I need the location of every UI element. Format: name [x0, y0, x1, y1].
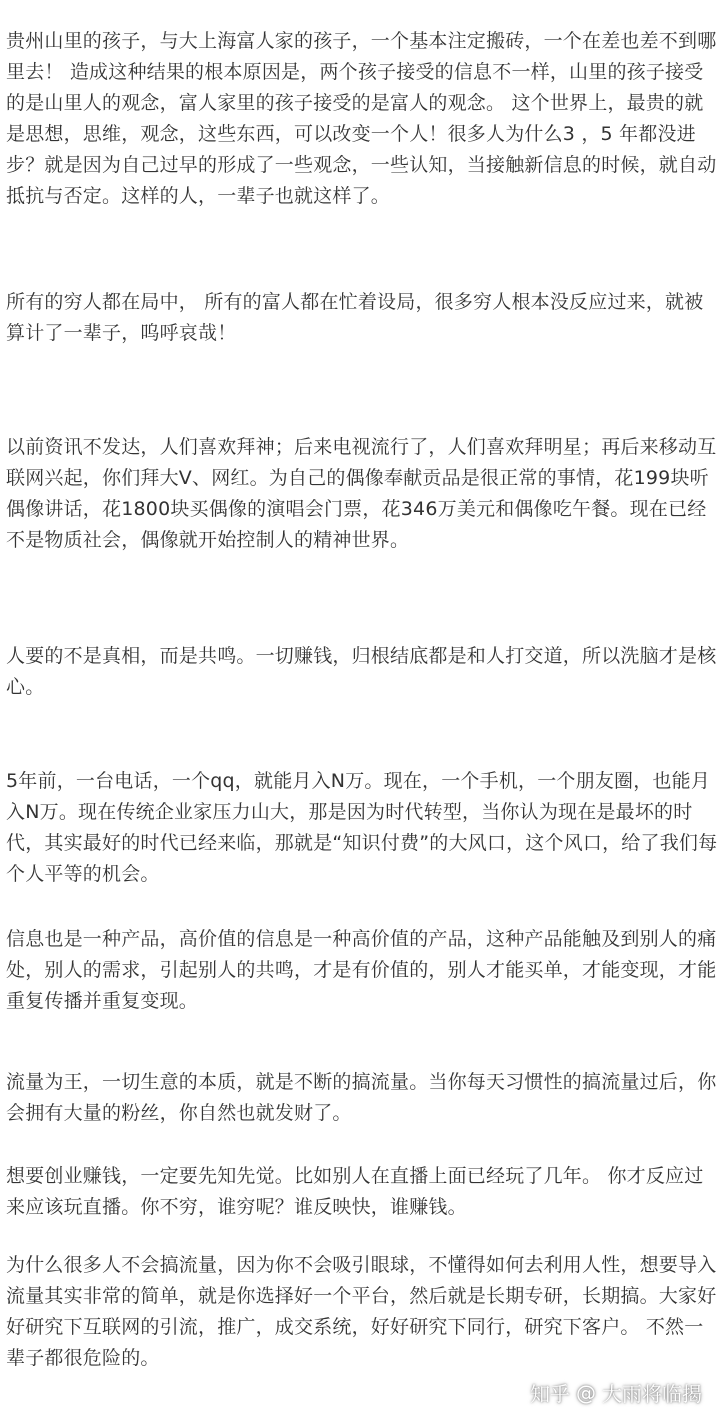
- paragraph-3: 以前资讯不发达，人们喜欢拜神；后来电视流行了，人们喜欢拜明星；再后来移动互联网兴起，你们拜大V、网红。为自己的偶像奉献贡品是很正常的事情，花199块听偶像讲话，花1800块买偶像的演唱会门票，花346万美元和偶像吃午餐。现在已经不是物质社会，偶像就开始控制人的精神世界。: [6, 436, 717, 551]
- paragraph-1: 贵州山里的孩子，与大上海富人家的孩子，一个基本注定搬砖，一个在差也差不到哪里去！ 造成这种结果的根本原因是，两个孩子接受的信息不一样，山里的孩子接受的是山里人的观念，富人家里的孩子接受的是富人的观念。 这个世界上，最贵的就是思想，思维，观念，这些东西，可以改变一个人！很多人为什么3 ，5 年都没进步？就是因为自己过早的形成了一些观念，一些认知，当接触新信息的时候，就自动抵抗与否定。这样的人，一辈子也就这样了。: [6, 30, 717, 207]
- paragraph-4: 人要的不是真相，而是共鸣。一切赚钱，归根结底都是和人打交道，所以洗脑才是核心。: [6, 645, 717, 698]
- paragraph-7: 流量为王，一切生意的本质，就是不断的搞流量。当你每天习惯性的搞流量过后，你会拥有大量的粉丝，你自然也就发财了。: [6, 1071, 717, 1124]
- paragraph-8: 想要创业赚钱，一定要先知先觉。比如别人在直播上面已经玩了几年。 你才反应过 来应该玩直播。你不穷，谁穷呢？谁反映快，谁赚钱。: [6, 1165, 704, 1218]
- watermark-site: 知乎: [530, 1382, 570, 1406]
- paragraph-2: 所有的穷人都在局中， 所有的富人都在忙着设局，很多穷人根本没反应过来，就被算计了一辈子，呜呼哀哉！: [6, 291, 704, 344]
- paragraph-5: 5年前，一台电话，一个qq，就能月入N万。现在，一个手机，一个朋友圈，也能月入N万。现在传统企业家压力山大，那是因为时代转型，当你认为现在是最坏的时代，其实最好的时代已经来临，那就是“知识付费”的大风口，这个风口，给了我们每个人平等的机会。: [6, 770, 718, 885]
- watermark-author: 大雨将临揭: [602, 1382, 702, 1406]
- zhihu-watermark: [530, 1378, 702, 1407]
- paragraph-9: 为什么很多人不会搞流量，因为你不会吸引眼球，不懂得如何去利用人性，想要导入流量其实非常的简单，就是你选择好一个平台，然后就是长期专研，长期搞。大家好好研究下互联网的引流，推广，成交系统，好好研究下同行，研究下客户。 不然一辈子都很危险的。: [6, 1254, 717, 1369]
- watermark-separator: @: [576, 1380, 596, 1405]
- paragraph-6: 信息也是一种产品，高价值的信息是一种高价值的产品，这种产品能触及到别人的痛处，别人的需求，引起别人的共鸣，才是有价值的，别人才能买单，才能变现，才能重复传播并重复变现。: [6, 928, 717, 1012]
